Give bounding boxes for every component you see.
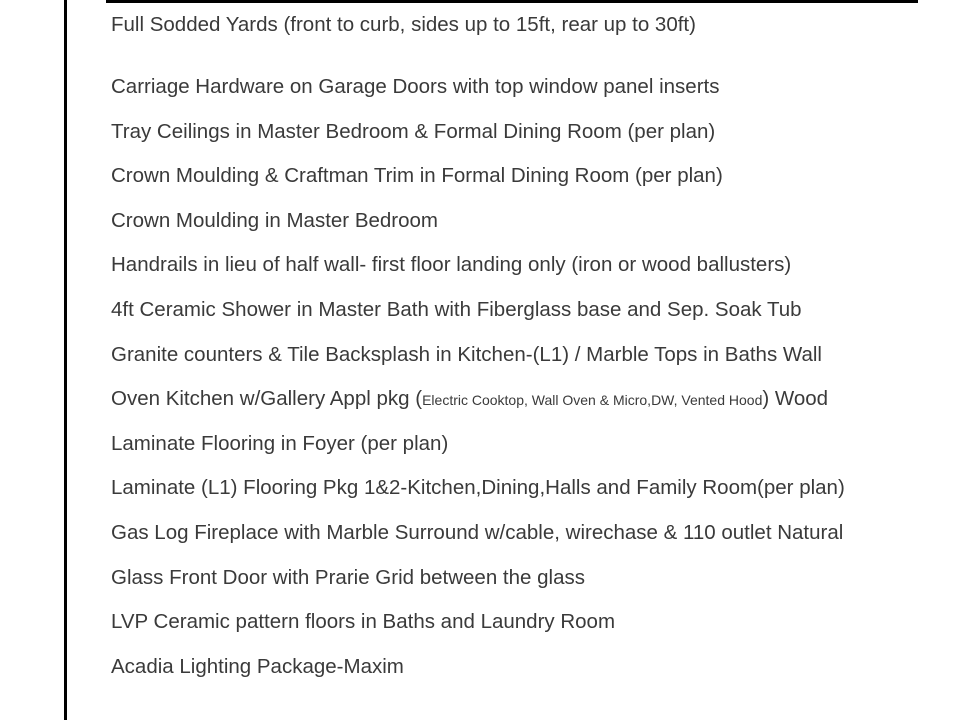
- feature-item-handrails: Handrails in lieu of half wall- first floor landing only (iron or wood ballusters): [111, 253, 792, 276]
- feature-item-front-door: Glass Front Door with Prarie Grid between the glass: [111, 566, 585, 589]
- feature-item-tray-ceilings: Tray Ceilings in Master Bedroom & Formal Dining Room (per plan): [111, 120, 716, 143]
- feature-item-crown-moulding-bedroom: Crown Moulding in Master Bedroom: [111, 209, 438, 232]
- feature-item-sodded-yards: Full Sodded Yards (front to curb, sides up to 15ft, rear up to 30ft): [111, 13, 696, 36]
- feature-item-granite-counters: Granite counters & Tile Backsplash in Kitchen-(L1) / Marble Tops in Baths Wall: [111, 343, 822, 366]
- feature-item-crown-moulding-dining: Crown Moulding & Craftman Trim in Formal Dining Room (per plan): [111, 164, 723, 187]
- feature-item-oven-kitchen-pre: Oven Kitchen w/Gallery Appl pkg (: [111, 387, 423, 410]
- feature-item-laminate-foyer: Laminate Flooring in Foyer (per plan): [111, 432, 449, 455]
- feature-item-oven-kitchen-post: ) Wood: [762, 387, 829, 410]
- feature-item-ceramic-shower: 4ft Ceramic Shower in Master Bath with Fiberglass base and Sep. Soak Tub: [111, 298, 802, 321]
- feature-item-lighting-package: Acadia Lighting Package-Maxim: [111, 655, 404, 678]
- feature-item-oven-kitchen-appliances: Electric Cooktop, Wall Oven & Micro,DW, Vented Hood: [422, 392, 763, 408]
- feature-item-fireplace: Gas Log Fireplace with Marble Surround w/cable, wirechase & 110 outlet Natural: [111, 521, 844, 544]
- page-border-top: [106, 0, 918, 3]
- page-border-left: [64, 0, 67, 720]
- feature-item-laminate-pkg: Laminate (L1) Flooring Pkg 1&2-Kitchen,Dining,Halls and Family Room(per plan): [111, 476, 845, 499]
- feature-item-carriage-hardware: Carriage Hardware on Garage Doors with top window panel inserts: [111, 75, 720, 98]
- feature-item-oven-kitchen: [111, 386, 828, 413]
- feature-item-lvp-floors: LVP Ceramic pattern floors in Baths and Laundry Room: [111, 610, 616, 633]
